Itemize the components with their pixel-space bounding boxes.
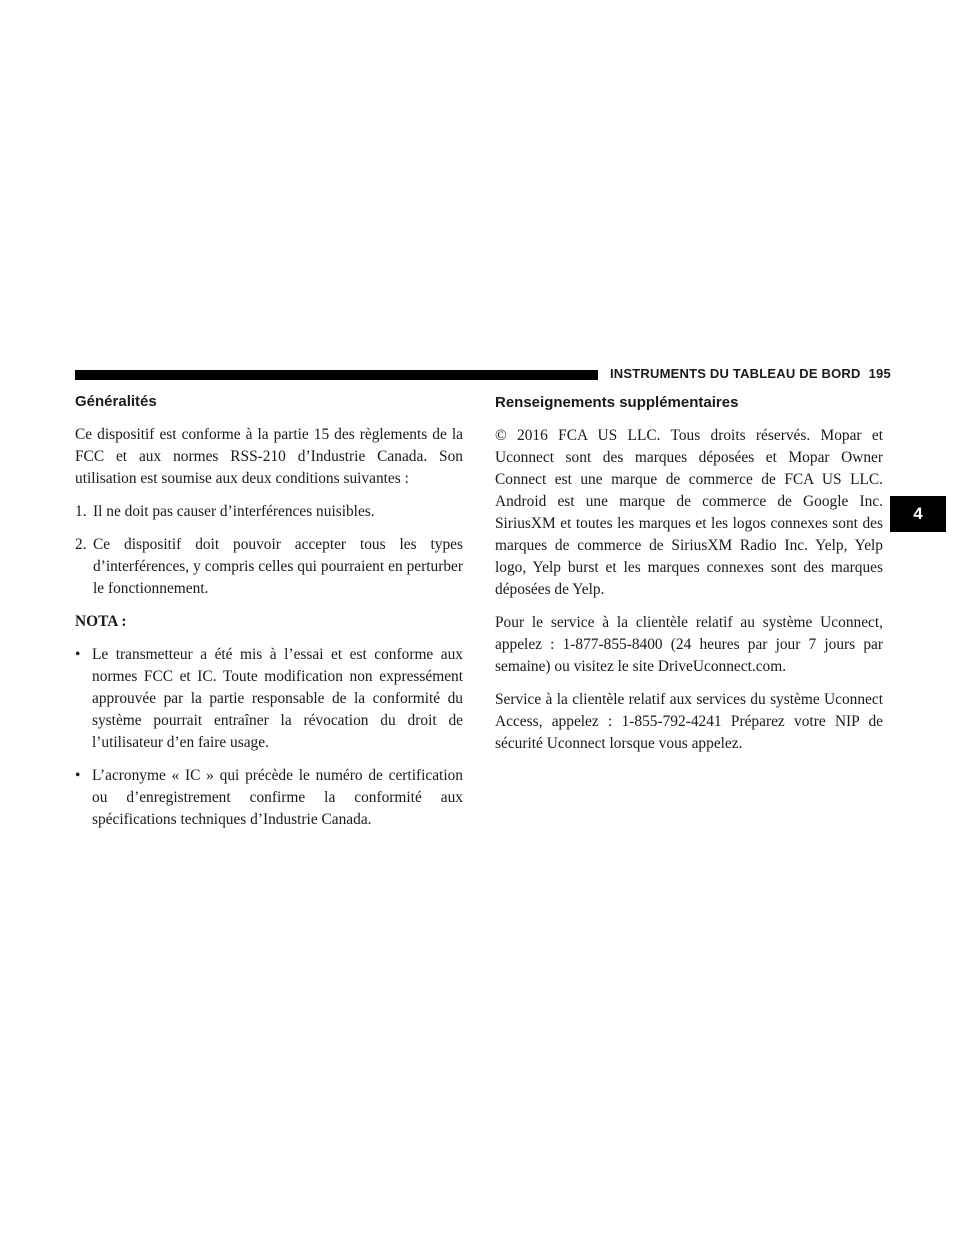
condition-text: Ce dispositif doit pouvoir accepter tous les types d’interférences, y compris celles qui pourraient en perturber le fonctionnement.: [93, 536, 463, 597]
bullet-text: L’acronyme « IC » qui précède le numéro de certification ou d’enregistrement confirme la conformité aux spécifications techniques d’Industrie Canada.: [92, 767, 463, 828]
nota-bullet-item: [75, 644, 463, 754]
bullet-icon: •: [75, 767, 81, 784]
header-rule: [75, 370, 598, 380]
right-column: [495, 392, 883, 766]
chapter-tab: 4: [890, 496, 946, 532]
left-column: [75, 392, 463, 842]
condition-number: 2.: [75, 536, 87, 553]
page-number: 195: [868, 366, 891, 381]
bullet-icon: •: [75, 646, 81, 663]
uconnect-access-paragraph: Service à la clientèle relatif aux services du système Uconnect Access, appelez : 1-855-792-4241 Préparez votre NIP de sécurité Uconnect lorsque vous appelez.: [495, 691, 883, 752]
customer-service-paragraph: Pour le service à la clientèle relatif au système Uconnect, appelez : 1-877-855-8400 (24 heures par jour 7 jours par semaine) ou visitez le site DriveUconnect.com.: [495, 614, 883, 675]
condition-item: [75, 534, 463, 600]
bullet-text: Le transmetteur a été mis à l’essai et est conforme aux normes FCC et IC. Toute modification non expressément approuvée par la partie responsable de la conformité du système pourrait entraîner la révocation du droit de l’utilisateur d’en faire usage.: [92, 646, 463, 751]
condition-item: [75, 501, 463, 523]
copyright-paragraph: © 2016 FCA US LLC. Tous droits réservés. Mopar et Uconnect sont des marques déposées et Mopar Owner Connect est une marque de commerce de FCA US LLC. Android est une marque de commerce de Google Inc. SiriusXM et toutes les marques et les logos connexes sont des marques de commerce de SiriusXM Radio Inc. Yelp, Yelp logo, Yelp burst et les marques connexes sont des marques déposées de Yelp.: [495, 427, 883, 598]
intro-paragraph: Ce dispositif est conforme à la partie 15 des règlements de la FCC et aux normes RSS-210 d’Industrie Canada. Son utilisation est soumise aux deux conditions suivantes :: [75, 426, 463, 487]
condition-number: 1.: [75, 503, 87, 520]
nota-label: NOTA :: [75, 613, 127, 630]
nota-bullet-item: [75, 765, 463, 831]
section-heading-renseignements: Renseignements supplémentaires: [495, 394, 739, 411]
section-title: INSTRUMENTS DU TABLEAU DE BORD: [610, 366, 861, 381]
condition-text: Il ne doit pas causer d’interférences nuisibles.: [93, 503, 375, 520]
section-heading-generalites: Généralités: [75, 393, 157, 410]
running-header: [610, 366, 891, 381]
